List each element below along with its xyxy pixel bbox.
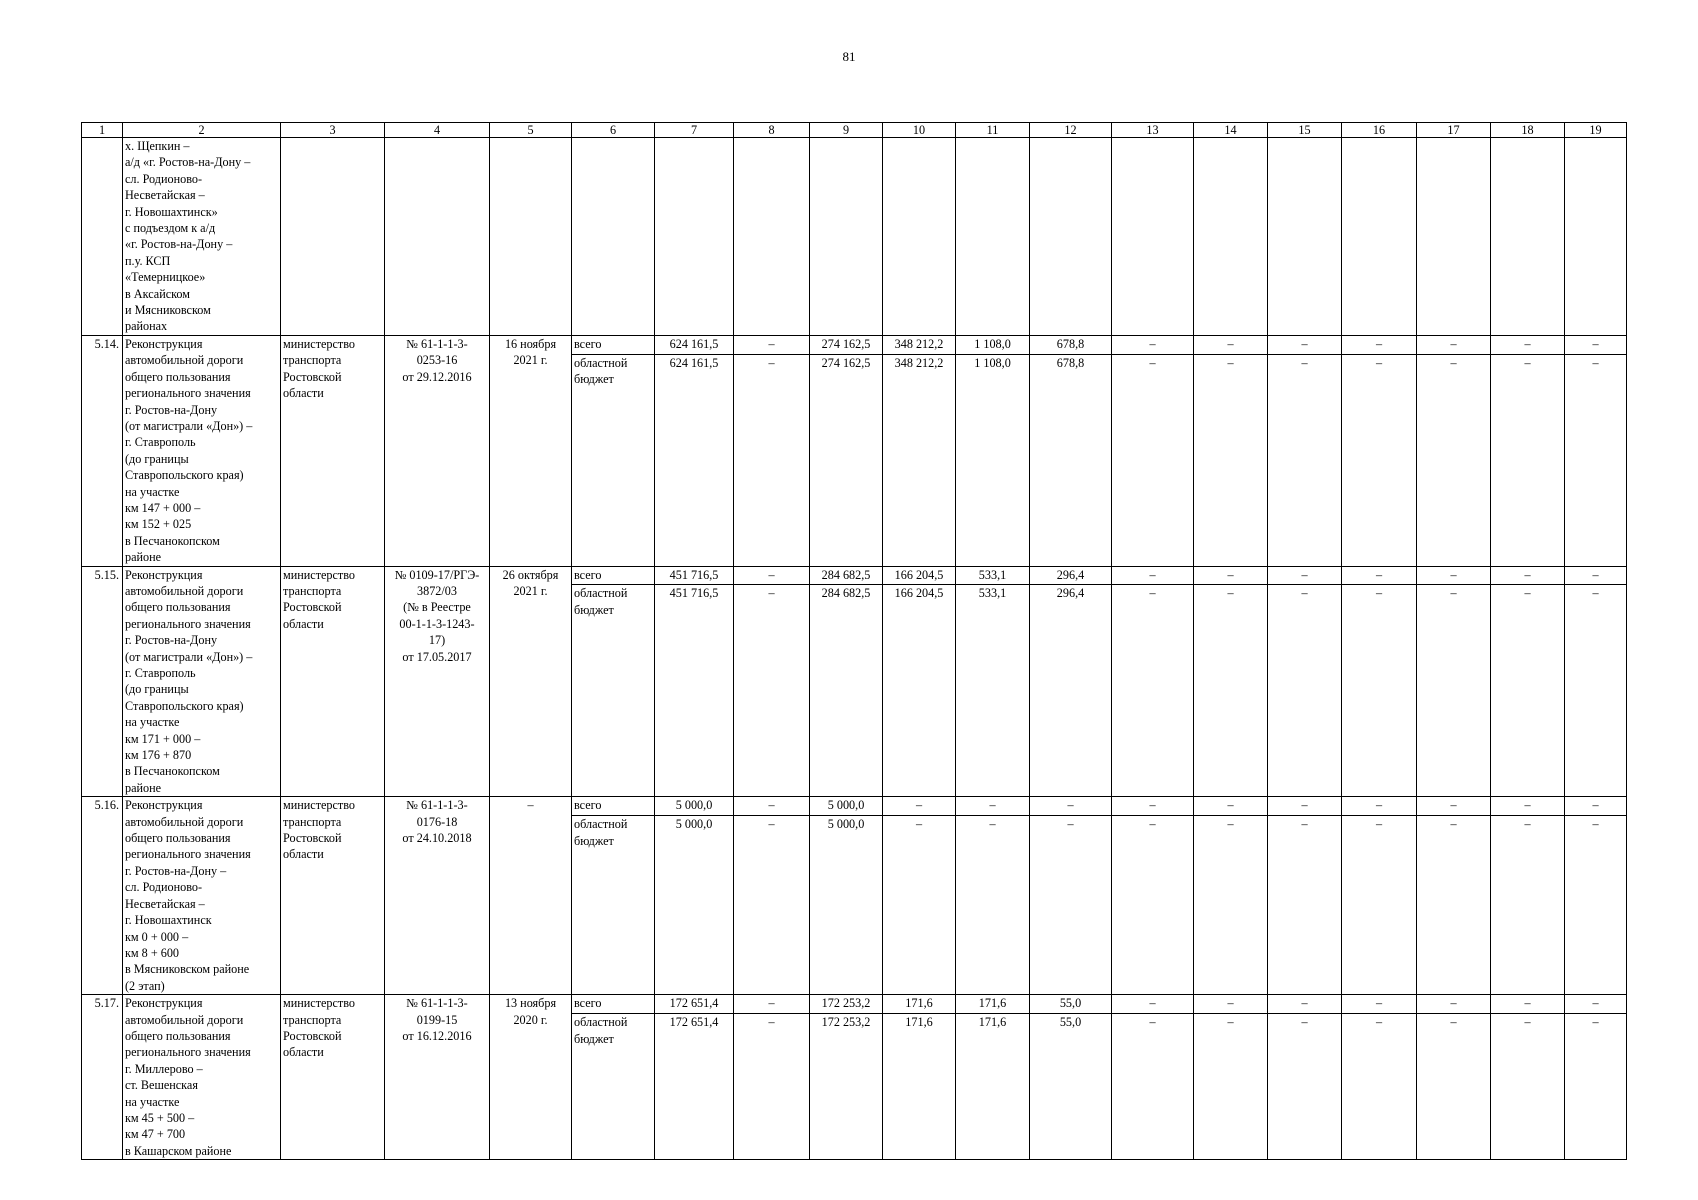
amount-cell: –: [1030, 797, 1112, 816]
amount-cell: –: [1112, 354, 1194, 566]
amount-cell: –: [1417, 585, 1491, 797]
column-number: 16: [1342, 123, 1417, 138]
amount-cell: –: [1112, 566, 1194, 585]
amount-cell: 624 161,5: [655, 354, 734, 566]
funding-source-cell: всего: [572, 797, 655, 816]
funding-source-cell: областной бюджет: [572, 816, 655, 995]
date-cell: 16 ноября 2021 г.: [490, 335, 572, 566]
amount-cell: –: [1112, 1014, 1194, 1160]
amount-cell: –: [1268, 335, 1342, 354]
amount-cell: –: [1268, 995, 1342, 1014]
amount-cell: –: [1342, 1014, 1417, 1160]
continuation-row: [82, 138, 1627, 336]
funding-source-cell: областной бюджет: [572, 354, 655, 566]
cell-empty: [810, 138, 883, 336]
amount-cell: –: [734, 816, 810, 995]
amount-cell: –: [1417, 335, 1491, 354]
amount-cell: 166 204,5: [883, 566, 956, 585]
amount-cell: –: [734, 585, 810, 797]
funding-source-cell: областной бюджет: [572, 1014, 655, 1160]
amount-cell: 5 000,0: [655, 797, 734, 816]
cell-empty: [281, 138, 385, 336]
amount-cell: –: [1342, 816, 1417, 995]
amount-cell: –: [1342, 585, 1417, 797]
amount-cell: –: [1194, 797, 1268, 816]
document-cell: № 61-1-1-3- 0253-16 от 29.12.2016: [385, 335, 490, 566]
amount-cell: –: [734, 354, 810, 566]
cell-empty: [385, 138, 490, 336]
date-cell: 13 ноября 2020 г.: [490, 995, 572, 1160]
amount-cell: 348 212,2: [883, 335, 956, 354]
row-number: 5.15.: [82, 566, 123, 797]
cell-empty: [1194, 138, 1268, 336]
amount-cell: 171,6: [883, 1014, 956, 1160]
amount-cell: –: [1565, 335, 1627, 354]
amount-cell: –: [1417, 995, 1491, 1014]
column-number: 8: [734, 123, 810, 138]
cell-empty: [82, 138, 123, 336]
row-number: 5.17.: [82, 995, 123, 1160]
cell-empty: [490, 138, 572, 336]
row-number: 5.14.: [82, 335, 123, 566]
amount-cell: 284 682,5: [810, 585, 883, 797]
column-number: 1: [82, 123, 123, 138]
customer-cell: министерство транспорта Ростовской области: [281, 566, 385, 797]
amount-cell: –: [1112, 816, 1194, 995]
amount-cell: 171,6: [883, 995, 956, 1014]
amount-cell: 1 108,0: [956, 335, 1030, 354]
header-row: [82, 123, 1627, 138]
amount-cell: –: [1194, 995, 1268, 1014]
customer-cell: министерство транспорта Ростовской области: [281, 995, 385, 1160]
amount-cell: –: [883, 797, 956, 816]
object-name-cell: Реконструкция автомобильной дороги общего пользования регионального значения г. Миллерово – ст. Вешенская на участке км 45 + 500 – км 47 + 700 в Кашарском районе: [123, 995, 281, 1160]
row-number: 5.16.: [82, 797, 123, 995]
column-number: 11: [956, 123, 1030, 138]
amount-cell: 172 253,2: [810, 1014, 883, 1160]
amount-cell: –: [734, 566, 810, 585]
amount-cell: 678,8: [1030, 354, 1112, 566]
table-row-total: [82, 797, 1627, 816]
amount-cell: –: [1194, 585, 1268, 797]
amount-cell: –: [956, 816, 1030, 995]
amount-cell: –: [734, 1014, 810, 1160]
amount-cell: –: [1417, 354, 1491, 566]
column-number: 15: [1268, 123, 1342, 138]
date-cell: 26 октября 2021 г.: [490, 566, 572, 797]
column-number: 5: [490, 123, 572, 138]
column-number: 18: [1491, 123, 1565, 138]
funding-source-cell: всего: [572, 995, 655, 1014]
amount-cell: –: [1417, 816, 1491, 995]
amount-cell: 274 162,5: [810, 335, 883, 354]
amount-cell: 55,0: [1030, 1014, 1112, 1160]
amount-cell: –: [1565, 995, 1627, 1014]
amount-cell: 296,4: [1030, 585, 1112, 797]
amount-cell: –: [1112, 585, 1194, 797]
customer-cell: министерство транспорта Ростовской области: [281, 335, 385, 566]
amount-cell: –: [1417, 1014, 1491, 1160]
amount-cell: 451 716,5: [655, 566, 734, 585]
amount-cell: –: [1491, 816, 1565, 995]
amount-cell: 678,8: [1030, 335, 1112, 354]
amount-cell: –: [1491, 585, 1565, 797]
cell-empty: [1112, 138, 1194, 336]
cell-empty: [1030, 138, 1112, 336]
amount-cell: –: [1565, 1014, 1627, 1160]
table-body: [82, 123, 1627, 1160]
cell-empty: [572, 138, 655, 336]
cell-empty: [1268, 138, 1342, 336]
object-name-cell: Реконструкция автомобильной дороги общего пользования регионального значения г. Ростов-на-Дону (от магистрали «Дон») – г. Ставрополь (до границы Ставропольского края) на участке км 171 + 000 – км 176 + 870 в Песчанокопском районе: [123, 566, 281, 797]
amount-cell: –: [1491, 354, 1565, 566]
amount-cell: 284 682,5: [810, 566, 883, 585]
cell-empty: [734, 138, 810, 336]
column-number: 13: [1112, 123, 1194, 138]
column-number: 17: [1417, 123, 1491, 138]
date-cell: –: [490, 797, 572, 995]
column-number: 4: [385, 123, 490, 138]
customer-cell: министерство транспорта Ростовской области: [281, 797, 385, 995]
amount-cell: –: [1268, 797, 1342, 816]
amount-cell: 55,0: [1030, 995, 1112, 1014]
amount-cell: –: [956, 797, 1030, 816]
object-name-cell: Реконструкция автомобильной дороги общего пользования регионального значения г. Ростов-на-Дону – сл. Родионово- Несветайская – г. Новошахтинск км 0 + 000 – км 8 + 600 в Мясниковском районе (2 этап): [123, 797, 281, 995]
amount-cell: –: [1565, 797, 1627, 816]
amount-cell: 5 000,0: [810, 797, 883, 816]
amount-cell: –: [1268, 585, 1342, 797]
document-cell: № 61-1-1-3- 0199-15 от 16.12.2016: [385, 995, 490, 1160]
amount-cell: –: [1268, 566, 1342, 585]
amount-cell: –: [1112, 797, 1194, 816]
amount-cell: –: [734, 995, 810, 1014]
column-number: 2: [123, 123, 281, 138]
amount-cell: –: [1194, 335, 1268, 354]
table-row-total: [82, 566, 1627, 585]
amount-cell: 172 651,4: [655, 1014, 734, 1160]
amount-cell: –: [1268, 354, 1342, 566]
amount-cell: –: [1112, 995, 1194, 1014]
amount-cell: 172 253,2: [810, 995, 883, 1014]
amount-cell: –: [1491, 995, 1565, 1014]
object-name-cell: х. Щепкин – а/д «г. Ростов-на-Дону – сл. Родионово- Несветайская – г. Новошахтинск» с подъездом к а/д «г. Ростов-на-Дону – п.у. КСП «Темерницкое» в Аксайском и Мясниковском районах: [123, 138, 281, 336]
funding-source-cell: всего: [572, 566, 655, 585]
column-number: 9: [810, 123, 883, 138]
investment-table: [81, 122, 1627, 1160]
amount-cell: –: [1194, 566, 1268, 585]
amount-cell: –: [1565, 585, 1627, 797]
amount-cell: –: [734, 335, 810, 354]
amount-cell: –: [1194, 816, 1268, 995]
amount-cell: –: [1342, 566, 1417, 585]
amount-cell: –: [1565, 354, 1627, 566]
amount-cell: –: [1342, 797, 1417, 816]
amount-cell: –: [1491, 797, 1565, 816]
amount-cell: –: [1417, 566, 1491, 585]
amount-cell: –: [1030, 816, 1112, 995]
amount-cell: 451 716,5: [655, 585, 734, 797]
amount-cell: –: [1417, 797, 1491, 816]
amount-cell: 166 204,5: [883, 585, 956, 797]
cell-empty: [1342, 138, 1417, 336]
amount-cell: –: [1342, 335, 1417, 354]
amount-cell: –: [1342, 354, 1417, 566]
amount-cell: –: [1491, 566, 1565, 585]
column-number: 12: [1030, 123, 1112, 138]
amount-cell: 172 651,4: [655, 995, 734, 1014]
page-number: 81: [842, 49, 856, 64]
object-name-cell: Реконструкция автомобильной дороги общего пользования регионального значения г. Ростов-на-Дону (от магистрали «Дон») – г. Ставрополь (до границы Ставропольского края) на участке км 147 + 000 – км 152 + 025 в Песчанокопском районе: [123, 335, 281, 566]
amount-cell: –: [1491, 335, 1565, 354]
amount-cell: 5 000,0: [810, 816, 883, 995]
column-number: 10: [883, 123, 956, 138]
amount-cell: 296,4: [1030, 566, 1112, 585]
amount-cell: –: [1342, 995, 1417, 1014]
amount-cell: –: [1268, 816, 1342, 995]
document-cell: № 61-1-1-3- 0176-18 от 24.10.2018: [385, 797, 490, 995]
amount-cell: 1 108,0: [956, 354, 1030, 566]
amount-cell: 348 212,2: [883, 354, 956, 566]
amount-cell: –: [1268, 1014, 1342, 1160]
amount-cell: 274 162,5: [810, 354, 883, 566]
column-number: 14: [1194, 123, 1268, 138]
amount-cell: –: [883, 816, 956, 995]
column-number: 6: [572, 123, 655, 138]
column-number: 3: [281, 123, 385, 138]
table-row-total: [82, 995, 1627, 1014]
funding-source-cell: областной бюджет: [572, 585, 655, 797]
cell-empty: [655, 138, 734, 336]
amount-cell: 171,6: [956, 1014, 1030, 1160]
amount-cell: 533,1: [956, 585, 1030, 797]
funding-source-cell: всего: [572, 335, 655, 354]
amount-cell: 624 161,5: [655, 335, 734, 354]
amount-cell: 5 000,0: [655, 816, 734, 995]
amount-cell: –: [1194, 354, 1268, 566]
cell-empty: [956, 138, 1030, 336]
amount-cell: –: [734, 797, 810, 816]
amount-cell: –: [1565, 816, 1627, 995]
amount-cell: –: [1112, 335, 1194, 354]
column-number: 7: [655, 123, 734, 138]
cell-empty: [1565, 138, 1627, 336]
table-row-total: [82, 335, 1627, 354]
amount-cell: 533,1: [956, 566, 1030, 585]
cell-empty: [1417, 138, 1491, 336]
cell-empty: [883, 138, 956, 336]
amount-cell: –: [1194, 1014, 1268, 1160]
document-cell: № 0109-17/РГЭ- 3872/03 (№ в Реестре 00-1-1-3-1243- 17) от 17.05.2017: [385, 566, 490, 797]
amount-cell: –: [1565, 566, 1627, 585]
amount-cell: –: [1491, 1014, 1565, 1160]
column-number: 19: [1565, 123, 1627, 138]
amount-cell: 171,6: [956, 995, 1030, 1014]
cell-empty: [1491, 138, 1565, 336]
